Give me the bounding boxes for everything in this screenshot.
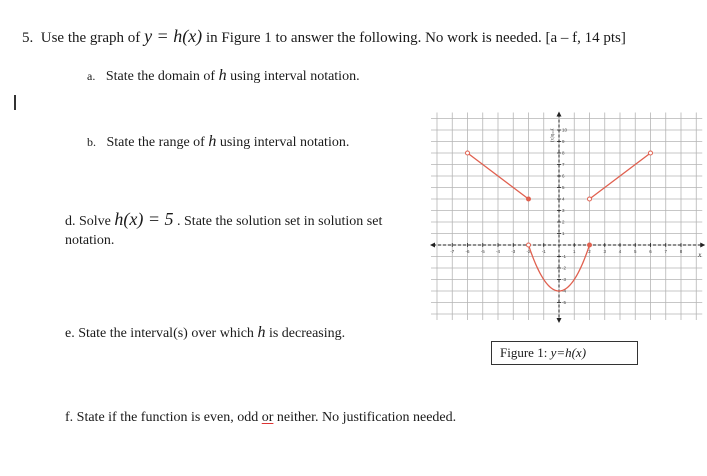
x-tick-label: -6 bbox=[465, 249, 470, 254]
part-f-or-word: or bbox=[261, 410, 274, 425]
question-header bbox=[22, 26, 626, 47]
y-axis-arrow-up bbox=[557, 112, 562, 117]
y-tick-label: -2 bbox=[562, 265, 567, 271]
part-e-text: e. State the interval(s) over which bbox=[65, 326, 254, 341]
part-a-text: State the domain of bbox=[105, 69, 216, 84]
y-axis-arrow-down bbox=[557, 318, 562, 323]
y-tick-label: -4 bbox=[562, 288, 567, 294]
part-b-text-end: using interval notation. bbox=[219, 135, 350, 150]
part-f-text-end: neither. No justification needed. bbox=[276, 410, 457, 425]
y-tick-label: 8 bbox=[562, 150, 565, 156]
part-d-line2: notation. bbox=[65, 233, 115, 248]
part-d bbox=[65, 209, 382, 230]
figure-graph bbox=[428, 76, 700, 340]
part-e bbox=[65, 324, 345, 342]
question-number: 5. bbox=[22, 30, 34, 46]
part-b-text: State the range of bbox=[106, 135, 205, 150]
x-axis-label: x bbox=[698, 251, 702, 259]
y-tick-label: -1 bbox=[562, 254, 567, 259]
figure-caption bbox=[491, 341, 638, 365]
x-tick-label: -4 bbox=[495, 249, 501, 254]
y-tick-label: 3 bbox=[562, 208, 565, 213]
x-tick-label: 4 bbox=[618, 249, 622, 254]
x-axis-arrow-left bbox=[430, 243, 435, 248]
x-tick-label: -1 bbox=[541, 249, 546, 254]
y-tick-label: 6 bbox=[562, 173, 565, 179]
part-a-text-end: using interval notation. bbox=[230, 69, 360, 84]
closed-endpoint bbox=[588, 243, 592, 247]
y-tick-label: 4 bbox=[562, 196, 565, 202]
x-tick-label: 2 bbox=[588, 249, 591, 254]
open-endpoint bbox=[527, 243, 531, 247]
x-tick-label: 8 bbox=[679, 249, 683, 254]
part-b-label: b. bbox=[87, 135, 96, 149]
x-tick-label: 1 bbox=[572, 249, 576, 254]
y-axis-label: y=h(x) bbox=[549, 128, 554, 143]
part-d-label: d. Solve bbox=[65, 214, 111, 229]
y-tick-label: 10 bbox=[562, 127, 568, 133]
question-equation: y = h(x) bbox=[144, 26, 203, 46]
question-instructions: in Figure 1 to answer the following. No work is needed. [a – f, 14 pts] bbox=[205, 30, 626, 46]
y-tick-label: 5 bbox=[562, 185, 565, 190]
y-tick-label: 2 bbox=[562, 219, 565, 225]
part-f-text: f. State if the function is even, odd bbox=[65, 410, 259, 425]
figure-caption-prefix: Figure 1: bbox=[500, 345, 548, 360]
x-tick-label: 6 bbox=[649, 249, 652, 254]
open-endpoint bbox=[588, 197, 592, 201]
x-tick-label: 5 bbox=[633, 249, 637, 254]
y-tick-label: -3 bbox=[562, 277, 567, 282]
part-b-fn: h bbox=[208, 133, 217, 150]
part-a-fn: h bbox=[218, 67, 227, 84]
y-tick-label: -5 bbox=[562, 300, 567, 305]
closed-endpoint bbox=[527, 197, 531, 201]
part-a bbox=[87, 67, 360, 85]
y-tick-label: 7 bbox=[562, 162, 565, 167]
x-axis-arrow-right bbox=[700, 243, 705, 248]
part-a-label: a. bbox=[87, 69, 96, 83]
tick-labels bbox=[450, 128, 683, 306]
y-tick-label: 9 bbox=[562, 139, 565, 144]
x-tick-label: 3 bbox=[603, 249, 607, 254]
x-tick-label: -5 bbox=[480, 249, 485, 254]
open-endpoint bbox=[649, 151, 653, 155]
x-tick-label: -2 bbox=[526, 249, 531, 254]
part-d-text: . State the solution set in solution set bbox=[177, 214, 383, 229]
part-d-equation: h(x) = 5 bbox=[114, 209, 174, 229]
part-e-fn: h bbox=[257, 324, 266, 341]
question-text: Use the graph of bbox=[40, 30, 141, 46]
part-f bbox=[65, 410, 456, 426]
figure-caption-fn: y=h(x) bbox=[550, 345, 587, 360]
part-e-text-end: is decreasing. bbox=[268, 326, 346, 341]
x-tick-label: -3 bbox=[511, 249, 516, 254]
part-b bbox=[87, 133, 349, 151]
open-endpoint bbox=[466, 151, 470, 155]
x-tick-label: -7 bbox=[450, 249, 455, 254]
x-tick-label: 7 bbox=[664, 249, 668, 254]
text-cursor bbox=[14, 95, 16, 110]
y-tick-label: 1 bbox=[562, 231, 565, 236]
